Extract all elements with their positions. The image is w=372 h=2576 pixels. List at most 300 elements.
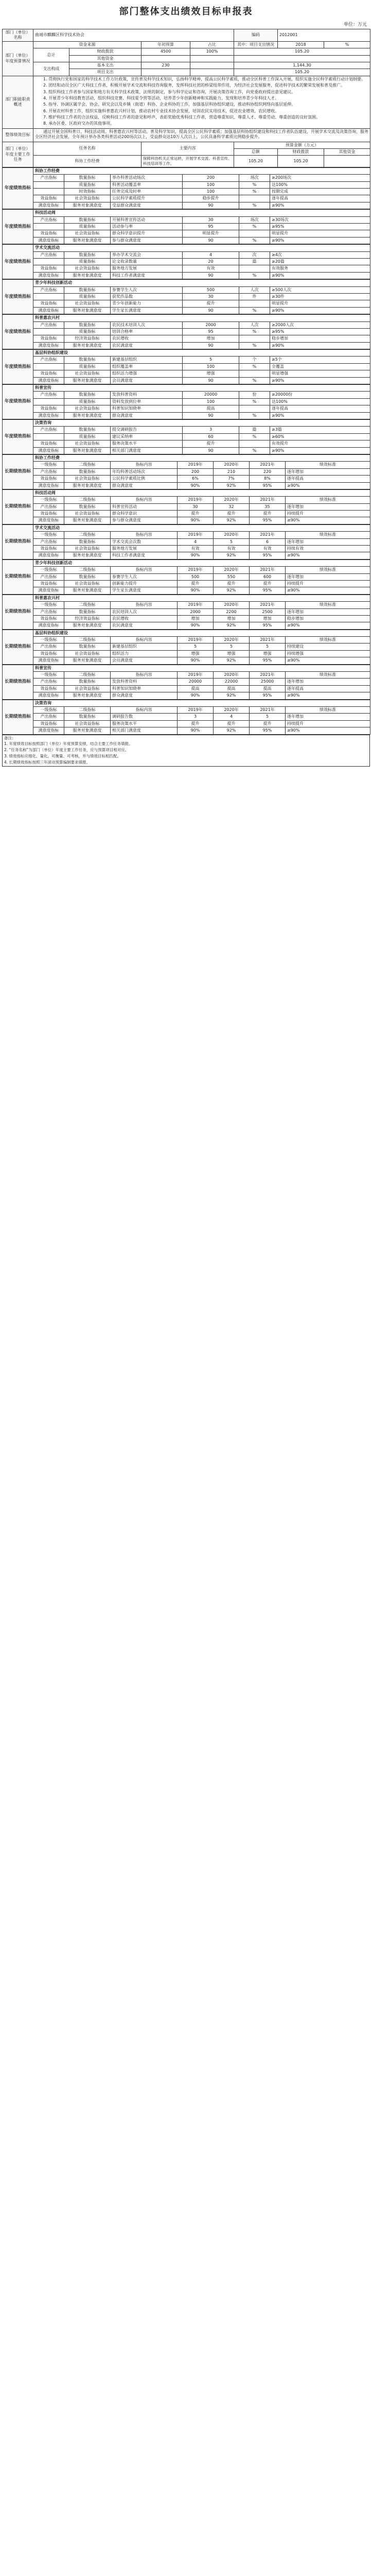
col-first: 一级指标: [33, 637, 64, 643]
longterm-group-label: 长期绩效指标: [3, 560, 33, 594]
indicator-third: 活动参与率: [111, 224, 183, 230]
funds-col-ratio: 占比: [190, 41, 234, 48]
indicator-first: 效益指标: [33, 230, 64, 237]
annual-task-label: 学术交流活动: [33, 245, 370, 251]
indicator-third: 农民增收: [111, 335, 183, 342]
col-third: 指标内容: [111, 462, 178, 468]
col-year-2: 2020年: [214, 672, 250, 679]
indicator-standard: 稳步增加: [270, 335, 370, 342]
indicator-third: 创新能力提升: [111, 580, 178, 587]
indicator-first: 效益指标: [33, 546, 64, 552]
indicator-value-3: 5: [250, 643, 286, 650]
indicator-third: 群众满意度: [111, 412, 183, 419]
indicator-third: 科普活动覆盖率: [111, 181, 183, 188]
duty-row: [3, 76, 370, 128]
indicator-second: 社会效益指标: [64, 511, 111, 517]
indicator-third: 农民技术培训人次: [111, 321, 183, 328]
indicator-third: 科技工作者满意度: [111, 552, 178, 559]
indicator-second: 质量指标: [64, 181, 111, 188]
indicator-third: 举办科普活动场次: [111, 175, 183, 181]
indicator-value-2: 提升: [214, 720, 250, 727]
funds-row: [3, 48, 370, 55]
indicator-value-3: 600: [250, 573, 286, 580]
indicator-unit: %: [239, 189, 270, 195]
indicator-third: 农民增收: [111, 615, 178, 622]
longterm-group-label: 长期绩效指标: [3, 454, 33, 489]
col-remark: 绩效标准: [286, 462, 370, 468]
longterm-group-label: 长期绩效指标: [3, 489, 33, 524]
longterm-subheader: [3, 602, 370, 608]
indicator-value-3: 有效: [250, 546, 286, 552]
indicator-standard: ≥90%: [286, 622, 370, 629]
indicator-unit: 次: [239, 251, 270, 258]
indicator-row: [3, 363, 370, 370]
indicator-first: 满意度指标: [33, 622, 64, 629]
indicator-standard: 达100%: [270, 398, 370, 405]
indicator-first: 满意度指标: [33, 587, 64, 594]
indicator-first: 满意度指标: [33, 342, 64, 349]
indicator-row: [3, 720, 370, 727]
indicator-row: [3, 427, 370, 433]
col-first: 一级指标: [33, 602, 64, 608]
indicator-standard: 有效服务: [270, 265, 370, 272]
indicator-second: 质量指标: [64, 224, 111, 230]
duty-paragraph: 3. 组织科技工作者参与国家和地方有关科学技术政策、法规的制定，参与科学论证和咨询，开展决策咨询工作，向党委政府提出意见建议。: [43, 89, 296, 94]
indicator-value-3: 35: [250, 503, 286, 510]
longterm-task-label: 科技活动周: [33, 489, 370, 496]
indicator-row: [3, 392, 370, 398]
col-year-1: 2019年: [178, 532, 214, 538]
indicator-standard: ≥90%: [286, 727, 370, 734]
indicator-first: 产出指标: [33, 216, 64, 223]
col-year-3: 2021年: [250, 672, 286, 679]
indicator-value: 90: [183, 237, 239, 244]
indicator-value-3: 提升: [250, 720, 286, 727]
tasks-label: 部门（单位）年度主要工作任务: [3, 142, 33, 167]
funds-col-breakdown: 其中：项目支出情况: [234, 41, 278, 48]
indicator-row: [3, 300, 370, 307]
indicator-second: 服务对象满意度: [64, 482, 111, 489]
annual-task-label: 青少年科技创新活动: [33, 280, 370, 286]
indicator-second: 社会效益指标: [64, 440, 111, 447]
indicator-unit: [239, 440, 270, 447]
indicator-value-3: 95%: [250, 517, 286, 524]
indicator-third: 新建基层组织: [111, 643, 178, 650]
annual-task-label: 科技活动周: [33, 210, 370, 216]
indicator-standard: 持续提升: [286, 720, 370, 727]
annual-block: [2, 314, 370, 349]
annual-group-label: 年度绩效指标: [3, 245, 33, 279]
indicator-value-3: 提升: [250, 580, 286, 587]
indicator-value: 90: [183, 272, 239, 279]
indicator-value: 100: [183, 189, 239, 195]
indicator-second: 服务对象满意度: [64, 412, 111, 419]
indicator-unit: [239, 335, 270, 342]
indicator-value: 95: [183, 224, 239, 230]
indicator-value-2: 92%: [214, 622, 250, 629]
indicator-standard: 稳步增加: [286, 615, 370, 622]
col-year-3: 2021年: [250, 532, 286, 538]
indicator-value-1: 增强: [178, 650, 214, 657]
indicator-second: 服务对象满意度: [64, 237, 111, 244]
indicator-third: 相关部门满意度: [111, 447, 183, 454]
indicator-row: [3, 468, 370, 475]
col-year-3: 2021年: [250, 637, 286, 643]
col-second: 二级指标: [64, 462, 111, 468]
indicator-second: 服务对象满意度: [64, 377, 111, 384]
indicator-value: 20000: [183, 392, 239, 398]
indicator-first: 满意度指标: [33, 202, 64, 209]
longterm-task-label: 青少年科技创新活动: [33, 560, 370, 566]
indicator-third: 发放科普资料: [111, 392, 183, 398]
indicator-value-3: 95%: [250, 657, 286, 664]
indicator-value-2: 有效: [214, 546, 250, 552]
indicator-unit: 人次: [239, 286, 270, 293]
funds-source: 项目支出: [69, 69, 141, 76]
indicator-first: 满意度指标: [33, 727, 64, 734]
col-year-1: 2019年: [178, 462, 214, 468]
indicator-first: 产出指标: [33, 468, 64, 475]
col-third: 指标内容: [111, 637, 178, 643]
indicator-first: [33, 433, 64, 440]
col-year-1: 2019年: [178, 707, 214, 714]
annual-group-label: 年度绩效指标: [3, 280, 33, 314]
indicator-first: 效益指标: [33, 650, 64, 657]
funds-ratio: [190, 55, 234, 62]
indicator-row: [3, 321, 370, 328]
indicator-first: 效益指标: [33, 720, 64, 727]
indicator-value: 20: [183, 259, 239, 265]
indicator-standard: 持续建设: [286, 643, 370, 650]
tasks-col-fiscal: 财政拨款: [278, 149, 324, 156]
indicator-value: 2000: [183, 321, 239, 328]
funds-source: 其他资金: [69, 55, 141, 62]
indicator-first: [33, 189, 64, 195]
longterm-block-head: [3, 665, 370, 671]
indicator-value-1: 200: [178, 468, 214, 475]
indicator-value: 90: [183, 342, 239, 349]
indicator-standard: 逐年增加: [286, 679, 370, 685]
indicator-second: 服务对象满意度: [64, 622, 111, 629]
indicator-standard: 明显增强: [270, 370, 370, 377]
indicator-value-3: 增强: [250, 650, 286, 657]
indicator-standard: ≥90%: [286, 587, 370, 594]
indicator-standard: 有效提升: [270, 440, 370, 447]
col-year-2: 2020年: [214, 497, 250, 503]
indicator-third: 参与群众满意度: [111, 237, 183, 244]
indicator-value-2: 92%: [214, 657, 250, 664]
indicator-value-1: 提升: [178, 580, 214, 587]
longterm-block: [2, 454, 370, 489]
indicator-row: [3, 692, 370, 699]
col-remark: 绩效标准: [286, 707, 370, 714]
indicator-value: 100: [183, 398, 239, 405]
indicator-value-2: 210: [214, 468, 250, 475]
indicator-second: 社会效益指标: [64, 650, 111, 657]
funds-ratio: [190, 69, 234, 76]
indicator-first: 满意度指标: [33, 447, 64, 454]
indicator-first: 产出指标: [33, 643, 64, 650]
indicator-row: [3, 685, 370, 692]
indicator-second: 数量指标: [64, 251, 111, 258]
indicator-standard: 逐年提高: [270, 405, 370, 412]
indicator-value-1: 有效: [178, 546, 214, 552]
indicator-first: 产出指标: [33, 286, 64, 293]
indicator-unit: 份: [239, 392, 270, 398]
funds-amount: [141, 69, 190, 76]
indicator-unit: %: [239, 181, 270, 188]
indicator-first: [33, 293, 64, 300]
funds-amount: 230: [141, 62, 190, 69]
indicator-third: 培训合格率: [111, 328, 183, 335]
indicator-value-1: 提升: [178, 511, 214, 517]
longterm-block: [2, 524, 370, 560]
indicator-second: 数量指标: [64, 468, 111, 475]
annual-task-label: 决策咨询: [33, 419, 370, 426]
col-year-1: 2019年: [178, 567, 214, 573]
indicator-second: 经济效益指标: [64, 615, 111, 622]
indicator-value-3: 95%: [250, 622, 286, 629]
notes-line: 1. 年度绩效目标按照部门（单位）年度预算安排，结合主要工作任务填报。: [4, 741, 133, 747]
indicator-value: 5: [183, 357, 239, 363]
indicator-value-2: 7%: [214, 476, 250, 482]
indicator-third: 公民科学素质提升: [111, 195, 183, 202]
indicator-second: 社会效益指标: [64, 230, 111, 237]
indicator-third: 青少年创新能力: [111, 300, 183, 307]
indicator-row: [3, 357, 370, 363]
indicator-second: 服务对象满意度: [64, 342, 111, 349]
longterm-group-label: 长期绩效指标: [3, 630, 33, 664]
indicator-first: 产出指标: [33, 503, 64, 510]
indicator-row: [3, 230, 370, 237]
indicator-second: 社会效益指标: [64, 195, 111, 202]
indicator-value-2: 增强: [214, 650, 250, 657]
longterm-indicators: [2, 454, 370, 735]
col-third: 指标内容: [111, 567, 178, 573]
indicator-unit: [239, 195, 270, 202]
duty-paragraph: 1. 贯彻执行党和国家的科学技术工作方针政策，宣传普及科学技术知识，弘扬科学精神，提高公民科学素质，推动全区科普工作深入开展，组织实施全民科学素质行动计划纲要。: [43, 76, 366, 81]
indicator-first: 满意度指标: [33, 482, 64, 489]
indicator-third: 参与群众满意度: [111, 517, 178, 524]
indicator-third: 服务决策水平: [111, 440, 183, 447]
indicator-third: 群众满意度: [111, 482, 178, 489]
indicator-unit: 场次: [239, 175, 270, 181]
indicator-first: 产出指标: [33, 392, 64, 398]
annual-block: [2, 244, 370, 279]
longterm-block-head: [3, 560, 370, 566]
indicator-row: [3, 307, 370, 314]
indicator-standard: ≥90%: [286, 517, 370, 524]
indicator-row: [3, 573, 370, 580]
indicator-unit: [239, 405, 270, 412]
indicator-first: [33, 398, 64, 405]
indicator-third: 获奖作品数: [111, 293, 183, 300]
indicator-value-3: 6: [250, 538, 286, 545]
indicator-third: 服务决策水平: [111, 720, 178, 727]
indicator-row: [3, 517, 370, 524]
col-third: 指标内容: [111, 532, 178, 538]
indicator-row: [3, 482, 370, 489]
indicator-value-3: 95%: [250, 727, 286, 734]
indicator-value-1: 20000: [178, 679, 214, 685]
col-remark: 绩效标准: [286, 602, 370, 608]
indicator-third: 举办学术交流会: [111, 251, 183, 258]
indicator-value-2: 92%: [214, 587, 250, 594]
indicator-standard: ≥90%: [270, 307, 370, 314]
indicator-second: 数量指标: [64, 679, 111, 685]
indicator-second: 数量指标: [64, 321, 111, 328]
funds-col-year: 2018: [278, 41, 324, 48]
indicator-first: 效益指标: [33, 511, 64, 517]
indicator-unit: 件: [239, 293, 270, 300]
indicator-first: 效益指标: [33, 440, 64, 447]
indicator-second: 质量指标: [64, 328, 111, 335]
col-year-2: 2020年: [214, 532, 250, 538]
indicator-standard: ≥200场次: [270, 175, 370, 181]
indicator-unit: %: [239, 433, 270, 440]
funds-col-project: 资金来源: [33, 41, 141, 48]
indicator-third: 任务完成及时率: [111, 189, 183, 195]
tasks-col-content: 主要内容: [141, 142, 234, 156]
indicator-standard: ≥90%: [270, 202, 370, 209]
indicator-value-2: 4: [214, 714, 250, 720]
funds-source: 基本支出: [69, 62, 141, 69]
indicator-value: 增强: [183, 370, 239, 377]
longterm-group-label: 长期绩效指标: [3, 700, 33, 734]
indicator-standard: 持续提升: [286, 511, 370, 517]
indicator-row: [3, 447, 370, 454]
annual-block: [2, 167, 370, 209]
indicator-unit: [239, 230, 270, 237]
indicator-standard: 按期完成: [270, 189, 370, 195]
indicator-standard: 逐年提高: [286, 476, 370, 482]
indicator-row: [3, 412, 370, 419]
indicator-third: 科普宣传活动: [111, 503, 178, 510]
indicator-value-2: 提升: [214, 580, 250, 587]
longterm-block: [2, 595, 370, 630]
indicator-third: 会员满意度: [111, 657, 178, 664]
indicator-first: 产出指标: [33, 714, 64, 720]
longterm-block-head: [3, 700, 370, 706]
indicator-value-3: 95%: [250, 587, 286, 594]
indicator-standard: 逐年增加: [286, 468, 370, 475]
indicator-standard: ≥60%: [270, 433, 370, 440]
indicator-third: 科普知识知晓率: [111, 685, 178, 692]
indicator-second: 社会效益指标: [64, 580, 111, 587]
col-year-2: 2020年: [214, 707, 250, 714]
indicator-unit: %: [239, 342, 270, 349]
indicator-second: 服务对象满意度: [64, 272, 111, 279]
indicator-standard: ≥3篇: [270, 427, 370, 433]
indicator-first: 效益指标: [33, 370, 64, 377]
indicator-value-3: 220: [250, 468, 286, 475]
col-remark: 绩效标准: [286, 637, 370, 643]
indicator-row: [3, 293, 370, 300]
indicator-standard: ≥2000人次: [270, 321, 370, 328]
indicator-value: 稳步提升: [183, 195, 239, 202]
indicator-standard: ≥90%: [270, 412, 370, 419]
indicator-standard: ≥90%: [270, 237, 370, 244]
indicator-row: [3, 335, 370, 342]
indicator-second: 数量指标: [64, 538, 111, 545]
indicator-first: 产出指标: [33, 573, 64, 580]
indicator-standard: 逐年提高: [286, 685, 370, 692]
indicator-value: 90: [183, 307, 239, 314]
indicator-value-1: 提升: [178, 720, 214, 727]
indicator-first: [33, 363, 64, 370]
indicator-row: [3, 195, 370, 202]
duty-paragraph: 4. 开展青少年科技教育活动，组织科技竞赛、科技夏令营等活动，培养青少年创新精神和实践能力，发现和培养青少年科技人才。: [43, 95, 279, 100]
funds-header-row: [3, 41, 370, 48]
longterm-block: [2, 700, 370, 735]
indicator-row: [3, 272, 370, 279]
indicator-first: 满意度指标: [33, 517, 64, 524]
indicator-standard: ≥90%: [270, 272, 370, 279]
longterm-group-label: 长期绩效指标: [3, 665, 33, 699]
indicator-third: 科技工作者满意度: [111, 272, 183, 279]
indicator-first: 效益指标: [33, 300, 64, 307]
indicator-row: [3, 615, 370, 622]
indicator-value-1: 6%: [178, 476, 214, 482]
indicator-second: 服务对象满意度: [64, 307, 111, 314]
col-third: 指标内容: [111, 602, 178, 608]
funds-section-label: 部门（单位）年度预算情况: [3, 41, 33, 76]
funds-col-total: 年初预算: [141, 41, 190, 48]
indicator-value: 95: [183, 328, 239, 335]
indicator-value-2: 提升: [214, 511, 250, 517]
indicator-standard: ≥20000份: [270, 392, 370, 398]
indicator-second: 经济效益指标: [64, 335, 111, 342]
indicator-standard: 全覆盖: [270, 363, 370, 370]
indicator-standard: 逐年增加: [286, 573, 370, 580]
task-content: 保障科协机关正常运转，开展学术交流、科普宣传、科技培训等工作。: [141, 156, 234, 167]
longterm-block-head: [3, 454, 370, 461]
longterm-block-head: [3, 489, 370, 496]
indicator-row: [3, 433, 370, 440]
indicator-standard: ≥30场次: [270, 216, 370, 223]
indicator-third: 群众满意度: [111, 692, 178, 699]
indicator-standard: ≥95%: [270, 224, 370, 230]
col-year-3: 2021年: [250, 462, 286, 468]
longterm-subheader: [3, 707, 370, 714]
funds-amount: [141, 55, 190, 62]
indicator-value-2: 5: [214, 643, 250, 650]
indicator-third: 群众科学意识提升: [111, 230, 183, 237]
indicator-standard: ≥90%: [286, 552, 370, 559]
indicator-standard: ≥30件: [270, 293, 370, 300]
indicator-value-1: 5: [178, 643, 214, 650]
indicator-third: 建议采纳率: [111, 433, 183, 440]
indicator-third: 学术交流会次数: [111, 538, 178, 545]
annual-block-head: [3, 419, 370, 426]
longterm-block: [2, 489, 370, 524]
indicator-value-1: 3: [178, 714, 214, 720]
col-remark: 绩效标准: [286, 532, 370, 538]
indicator-row: [3, 224, 370, 230]
indicator-value-3: 5: [250, 714, 286, 720]
indicator-row: [3, 189, 370, 195]
indicator-second: 社会效益指标: [64, 685, 111, 692]
indicator-standard: 持续增强: [286, 650, 370, 657]
indicator-standard: ≥90%: [270, 342, 370, 349]
col-second: 二级指标: [64, 707, 111, 714]
col-remark: 绩效标准: [286, 672, 370, 679]
indicator-first: 满意度指标: [33, 377, 64, 384]
indicator-value: 明显提升: [183, 230, 239, 237]
indicator-value-1: 90%: [178, 622, 214, 629]
indicator-row: [3, 679, 370, 685]
longterm-block-head: [3, 630, 370, 636]
